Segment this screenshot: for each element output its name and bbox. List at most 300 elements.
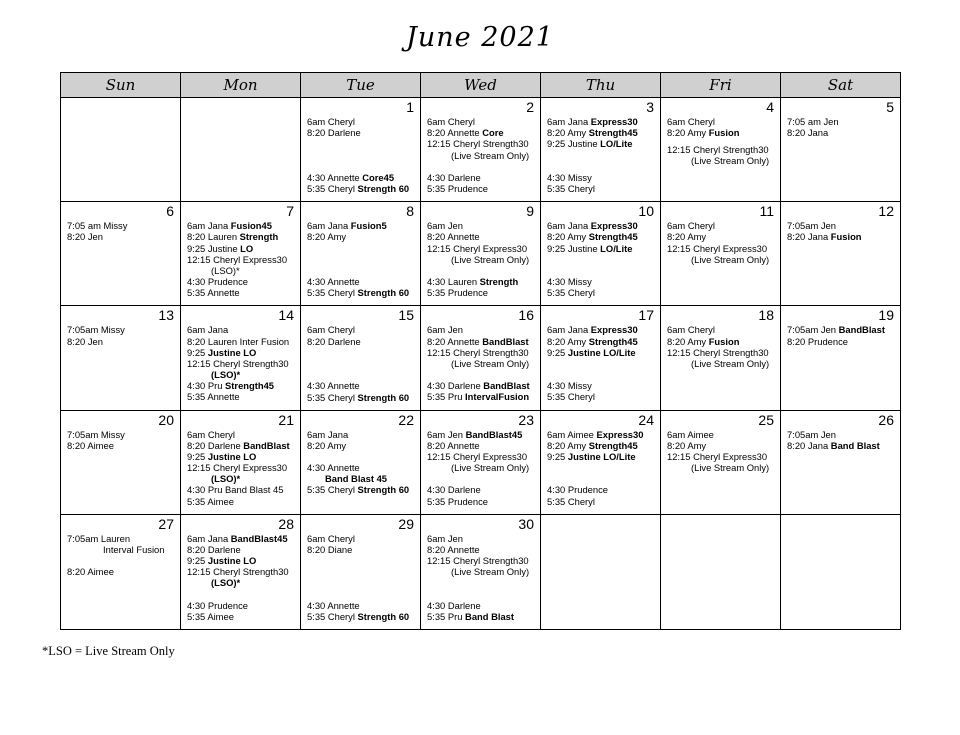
class-entry — [187, 451, 296, 462]
class-time-instructor: 12:15 Cheryl Express30 — [187, 253, 288, 265]
day-number: 18 — [758, 307, 774, 324]
class-list — [427, 429, 536, 507]
class-time-instructor: 8:20 Annette — [427, 127, 483, 139]
day-number: 23 — [518, 411, 534, 428]
class-entry — [67, 440, 176, 451]
class-entry — [667, 440, 776, 451]
class-type: Justine LO — [207, 555, 257, 567]
class-list — [187, 429, 296, 507]
class-type: Express30 — [590, 324, 638, 336]
weekday-wed: Wed — [421, 73, 541, 98]
day-cell-7[interactable] — [181, 202, 301, 306]
class-time-instructor: 5:35 Annette — [187, 287, 240, 299]
day-number: 2 — [526, 99, 534, 115]
class-entry — [307, 172, 416, 183]
class-time-instructor: 6am Jana — [547, 324, 591, 336]
class-time-instructor: 8:20 Jana — [787, 231, 831, 243]
class-entry — [667, 243, 776, 254]
weekday-sun: Sun — [61, 73, 181, 98]
class-entry — [187, 473, 296, 484]
class-entry — [547, 127, 656, 138]
class-entry — [667, 451, 776, 462]
week-row — [61, 202, 901, 306]
class-type: Strength — [479, 276, 519, 288]
day-number: 1 — [406, 99, 414, 115]
class-list — [427, 220, 536, 298]
class-entry — [307, 336, 416, 347]
class-entry — [787, 336, 896, 347]
weekday-mon: Mon — [181, 73, 301, 98]
class-entry — [667, 127, 776, 138]
class-entry — [427, 138, 536, 149]
class-entry — [307, 544, 416, 555]
class-time-instructor: 4:30 Darlene — [427, 484, 481, 496]
class-time-instructor: 5:35 Prudence — [427, 287, 488, 299]
class-entry — [427, 533, 536, 544]
class-list — [187, 533, 296, 623]
day-number: 10 — [638, 203, 654, 220]
class-entry — [427, 429, 536, 440]
spacer — [427, 577, 536, 599]
spacer — [427, 265, 536, 276]
class-type: Strength45 — [225, 380, 275, 392]
class-entry — [427, 358, 536, 369]
class-entry — [67, 324, 176, 335]
class-type: Strength45 — [588, 335, 638, 347]
class-list — [667, 324, 776, 369]
class-type: Express30 — [596, 428, 644, 440]
day-number: 13 — [158, 307, 174, 324]
calendar-grid — [60, 72, 901, 630]
day-cell-26[interactable] — [781, 410, 901, 514]
day-number: 5 — [886, 99, 894, 115]
class-type: Express30 — [590, 116, 638, 127]
class-entry — [427, 127, 536, 138]
class-time-instructor: 12:15 Cheryl Strength30 — [427, 346, 529, 358]
weekday-thu: Thu — [541, 73, 661, 98]
class-entry — [667, 220, 776, 231]
class-time-instructor: 9:25 — [187, 555, 208, 567]
class-entry — [427, 336, 536, 347]
class-list — [787, 324, 896, 346]
day-number: 11 — [759, 203, 774, 220]
class-entry — [187, 231, 296, 242]
class-entry — [427, 347, 536, 358]
day-cell-4[interactable] — [661, 98, 781, 202]
class-type: Core45 — [362, 171, 395, 183]
class-time-instructor: 6am Aimee — [667, 428, 714, 440]
calendar-title: June 2021 — [406, 22, 554, 53]
class-entry — [307, 484, 416, 495]
class-type: Express30 — [590, 220, 638, 232]
class-time-instructor: 6am Cheryl — [307, 116, 355, 127]
day-cell-3[interactable] — [541, 98, 661, 202]
class-time-instructor: 5:35 Cheryl — [547, 183, 595, 195]
class-time-instructor: 7:05am Jen — [787, 220, 836, 232]
class-entry — [427, 496, 536, 507]
spacer — [547, 150, 656, 172]
class-entry — [67, 429, 176, 440]
class-type: Fusion45 — [230, 220, 272, 232]
class-entry — [187, 440, 296, 451]
class-time-instructor: 8:20 Diane — [307, 543, 353, 555]
class-list — [547, 220, 656, 298]
class-time-instructor: 9:25 — [547, 346, 568, 358]
class-entry — [187, 369, 296, 380]
day-cell-23[interactable] — [421, 410, 541, 514]
weekday-fri: Fri — [661, 73, 781, 98]
class-time-instructor: 8:20 Annette — [427, 543, 480, 555]
class-time-instructor: 6am Jen — [427, 324, 463, 336]
class-time-instructor: (Live Stream Only) — [451, 566, 530, 578]
class-time-instructor: 8:20 Darlene — [307, 127, 361, 139]
class-entry — [667, 462, 776, 473]
class-entry — [547, 380, 656, 391]
class-time-instructor: 9:25 Justine — [547, 138, 601, 150]
class-entry — [787, 220, 896, 231]
class-type: Core — [482, 127, 504, 139]
day-cell-20[interactable] — [61, 410, 181, 514]
day-number: 9 — [526, 203, 534, 220]
class-list — [187, 324, 296, 402]
class-type: Fusion — [708, 127, 740, 139]
day-number: 12 — [878, 203, 894, 220]
class-entry — [787, 231, 896, 242]
day-number: 14 — [278, 307, 294, 324]
class-entry — [547, 324, 656, 335]
class-entry — [547, 496, 656, 507]
class-time-instructor: 5:35 Cheryl — [307, 484, 358, 496]
class-list — [67, 533, 176, 578]
class-entry — [307, 287, 416, 298]
day-cell-1[interactable] — [301, 98, 421, 202]
class-entry — [547, 391, 656, 402]
class-time-instructor: 4:30 Pru — [187, 380, 226, 392]
day-number: 28 — [278, 515, 294, 532]
class-list — [307, 116, 416, 194]
class-entry — [667, 347, 776, 358]
class-entry — [427, 484, 536, 495]
class-type: Fusion — [708, 335, 740, 347]
class-entry — [187, 336, 296, 347]
class-time-instructor: 9:25 — [547, 450, 568, 462]
class-list — [67, 324, 176, 346]
day-cell-8[interactable] — [301, 202, 421, 306]
class-type: Strength45 — [588, 231, 638, 243]
class-entry — [427, 231, 536, 242]
day-cell-27[interactable] — [61, 514, 181, 629]
spacer — [307, 243, 416, 277]
class-entry — [787, 440, 896, 451]
day-number: 27 — [158, 515, 174, 532]
class-entry — [67, 544, 176, 555]
class-time-instructor: 8:20 Annette — [427, 439, 480, 451]
class-entry — [307, 116, 416, 127]
class-type: Strength45 — [588, 127, 638, 139]
class-time-instructor: 8:20 Lauren Inter Fusion — [187, 335, 290, 347]
class-time-instructor: 6am Cheryl — [307, 324, 355, 336]
class-type: LO/Lite — [600, 138, 633, 150]
class-entry — [547, 336, 656, 347]
class-time-instructor: 5:35 Pru — [427, 611, 466, 623]
class-time-instructor: 6am Jana — [307, 220, 351, 232]
class-type: Justine LO — [207, 346, 257, 358]
spacer — [427, 369, 536, 380]
class-entry — [547, 231, 656, 242]
class-type: Strength 60 — [357, 183, 410, 195]
class-entry — [667, 155, 776, 166]
class-entry — [67, 566, 176, 577]
class-time-instructor: 6am Cheryl — [667, 116, 715, 127]
day-number: 16 — [518, 307, 534, 324]
class-entry — [427, 116, 536, 127]
class-list — [667, 220, 776, 265]
class-list — [547, 116, 656, 194]
class-type: Strength 60 — [357, 287, 410, 299]
class-time-instructor: (Live Stream Only) — [451, 253, 530, 265]
class-entry — [307, 473, 416, 484]
class-entry — [427, 451, 536, 462]
day-cell-13[interactable] — [61, 306, 181, 410]
class-time-instructor: (Live Stream Only) — [451, 357, 530, 369]
day-cell-19[interactable] — [781, 306, 901, 410]
class-time-instructor: 6am Jen — [427, 428, 466, 440]
class-time-instructor: 5:35 Pru — [427, 391, 466, 403]
class-time-instructor: 4:30 Missy — [547, 171, 592, 183]
spacer — [307, 451, 416, 462]
empty-day-cell — [661, 514, 781, 629]
class-entry — [307, 324, 416, 335]
class-time-instructor: 6am Cheryl — [187, 428, 235, 440]
class-entry — [307, 429, 416, 440]
spacer — [547, 254, 656, 276]
day-number: 3 — [646, 99, 654, 115]
class-time-instructor: 6am Cheryl — [307, 532, 355, 544]
class-type: BandBlast — [243, 439, 290, 451]
class-time-instructor: 8:20 Darlene — [307, 335, 361, 347]
class-entry — [187, 324, 296, 335]
class-time-instructor: 9:25 Justine — [547, 242, 601, 254]
class-time-instructor: 6am Cheryl — [427, 116, 475, 127]
class-entry — [427, 391, 536, 402]
class-type: Strength 60 — [357, 391, 410, 403]
class-time-instructor: 6am Jen — [427, 220, 463, 232]
day-cell-10[interactable] — [541, 202, 661, 306]
spacer — [427, 161, 536, 172]
class-time-instructor: (Live Stream Only) — [451, 462, 530, 474]
class-type: Justine LO/Lite — [567, 346, 636, 358]
class-entry — [427, 440, 536, 451]
class-entry — [67, 336, 176, 347]
class-time-instructor: 6am Jana — [547, 220, 591, 232]
class-entry — [187, 533, 296, 544]
class-entry — [307, 220, 416, 231]
class-time-instructor: 8:20 Aimee — [67, 566, 114, 578]
class-time-instructor: 5:35 Cheryl — [547, 287, 595, 299]
spacer — [307, 138, 416, 172]
class-entry — [187, 566, 296, 577]
day-cell-29[interactable] — [301, 514, 421, 629]
class-time-instructor: (Live Stream Only) — [691, 462, 770, 474]
class-time-instructor: (Live Stream Only) — [691, 357, 770, 369]
day-cell-2[interactable] — [421, 98, 541, 202]
day-cell-16[interactable] — [421, 306, 541, 410]
day-number: 8 — [406, 203, 414, 220]
class-type: LO — [240, 242, 254, 254]
class-time-instructor: 8:20 Amy — [307, 231, 347, 243]
day-number: 30 — [518, 515, 534, 532]
day-cell-24[interactable] — [541, 410, 661, 514]
class-time-instructor: 8:20 Amy — [307, 439, 347, 451]
class-type: BandBlast — [482, 335, 529, 347]
class-type: BandBlast45 — [230, 532, 288, 544]
spacer — [307, 555, 416, 600]
class-entry — [187, 220, 296, 231]
day-cell-17[interactable] — [541, 306, 661, 410]
class-entry — [187, 496, 296, 507]
class-entry — [187, 276, 296, 287]
class-time-instructor: 4:30 Prudence — [187, 276, 248, 288]
class-entry — [787, 116, 896, 127]
class-entry — [187, 611, 296, 622]
class-entry — [787, 429, 896, 440]
class-entry — [547, 440, 656, 451]
class-time-instructor: 8:20 Amy — [547, 335, 589, 347]
class-entry — [427, 555, 536, 566]
day-cell-15[interactable] — [301, 306, 421, 410]
class-entry — [427, 276, 536, 287]
class-entry — [547, 172, 656, 183]
class-entry — [427, 544, 536, 555]
empty-day-cell — [781, 514, 901, 629]
day-cell-25[interactable] — [661, 410, 781, 514]
class-time-instructor: 8:20 Amy — [667, 335, 709, 347]
class-type: Band Blast — [465, 611, 515, 623]
class-time-instructor: 4:30 Prudence — [187, 599, 248, 611]
day-cell-6[interactable] — [61, 202, 181, 306]
class-entry — [547, 276, 656, 287]
class-type: Fusion — [830, 231, 862, 243]
class-time-instructor: 5:35 Prudence — [427, 183, 488, 195]
class-time-instructor: 4:30 Darlene — [427, 380, 484, 392]
day-cell-14[interactable] — [181, 306, 301, 410]
class-entry — [187, 265, 296, 276]
spacer — [547, 462, 656, 484]
class-time-instructor: 9:25 — [187, 346, 208, 358]
class-entry — [427, 566, 536, 577]
class-entry — [667, 144, 776, 155]
class-entry — [187, 243, 296, 254]
class-entry — [547, 138, 656, 149]
day-cell-11[interactable] — [661, 202, 781, 306]
class-entry — [307, 600, 416, 611]
week-row — [61, 410, 901, 514]
weekday-sat: Sat — [781, 73, 901, 98]
week-row — [61, 306, 901, 410]
class-time-instructor: 7:05am Missy — [67, 324, 125, 336]
class-time-instructor: 5:35 Cheryl — [307, 183, 358, 195]
class-entry — [187, 254, 296, 265]
class-type: Band Blast 45 — [325, 473, 387, 485]
class-type: Strength — [239, 231, 279, 243]
class-entry — [67, 231, 176, 242]
class-type: LO/Lite — [600, 242, 633, 254]
day-cell-30[interactable] — [421, 514, 541, 629]
class-entry — [427, 600, 536, 611]
class-type: BandBlast — [838, 324, 885, 336]
class-time-instructor: 12:15 Cheryl Express30 — [427, 242, 528, 254]
class-time-instructor: 8:20 Prudence — [787, 335, 848, 347]
class-entry — [187, 287, 296, 298]
class-entry — [427, 324, 536, 335]
class-entry — [307, 533, 416, 544]
week-row — [61, 98, 901, 202]
class-time-instructor: 6am Jana — [547, 116, 591, 127]
spacer — [67, 555, 176, 566]
class-time-instructor: (Live Stream Only) — [451, 149, 530, 161]
class-time-instructor: (Live Stream Only) — [691, 155, 770, 167]
day-cell-22[interactable] — [301, 410, 421, 514]
class-time-instructor: 7:05am Jen — [787, 428, 836, 440]
class-list — [307, 220, 416, 298]
day-cell-18[interactable] — [661, 306, 781, 410]
class-list — [667, 116, 776, 166]
class-entry — [667, 336, 776, 347]
day-number: 6 — [166, 203, 174, 220]
class-time-instructor: 5:35 Prudence — [427, 495, 488, 507]
class-time-instructor: 5:35 Aimee — [187, 611, 234, 622]
day-cell-12[interactable] — [781, 202, 901, 306]
class-time-instructor: 12:15 Cheryl Strength30 — [187, 566, 289, 578]
class-entry — [427, 150, 536, 161]
class-type: Justine LO/Lite — [567, 450, 636, 462]
class-time-instructor: 4:30 Prudence — [547, 484, 608, 496]
class-entry — [187, 577, 296, 588]
class-entry — [427, 220, 536, 231]
day-cell-28[interactable] — [181, 514, 301, 629]
class-entry — [187, 555, 296, 566]
class-time-instructor: 8:20 Amy — [547, 231, 589, 243]
class-entry — [667, 254, 776, 265]
class-entry — [787, 127, 896, 138]
class-entry — [187, 484, 296, 495]
class-entry — [547, 429, 656, 440]
class-entry — [667, 429, 776, 440]
class-entry — [667, 358, 776, 369]
class-type: (LSO)* — [211, 369, 241, 381]
class-entry — [307, 392, 416, 403]
class-time-instructor: 4:30 Annette — [307, 462, 360, 474]
class-entry — [67, 220, 176, 231]
day-number: 7 — [286, 203, 294, 220]
class-list — [307, 324, 416, 402]
class-entry — [547, 116, 656, 127]
day-cell-9[interactable] — [421, 202, 541, 306]
class-entry — [187, 358, 296, 369]
class-entry — [187, 380, 296, 391]
class-list — [787, 220, 896, 242]
class-entry — [547, 243, 656, 254]
class-time-instructor: 8:20 Amy — [667, 231, 707, 243]
class-entry — [427, 287, 536, 298]
weekday-tue: Tue — [301, 73, 421, 98]
class-time-instructor: 5:35 Cheryl — [547, 391, 595, 403]
class-time-instructor: 8:20 Jana — [787, 127, 829, 139]
class-time-instructor: 6am Jana — [187, 532, 231, 544]
day-cell-21[interactable] — [181, 410, 301, 514]
day-cell-5[interactable] — [781, 98, 901, 202]
class-list — [787, 429, 896, 451]
